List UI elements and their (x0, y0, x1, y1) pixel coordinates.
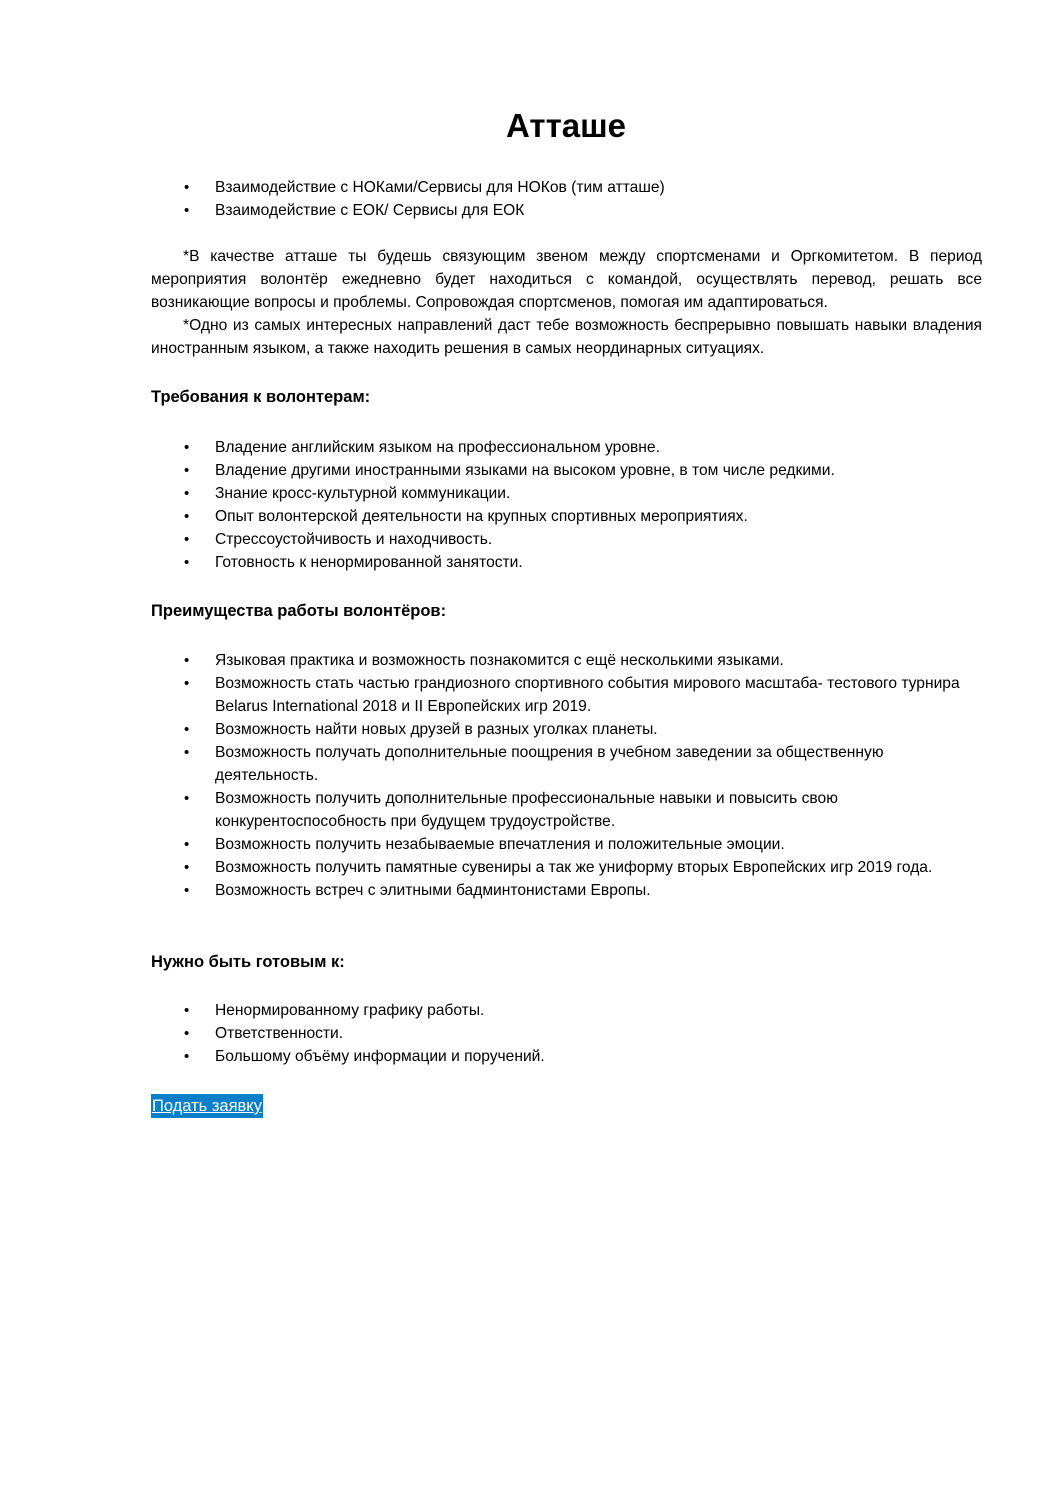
list-item: • Возможность получить незабываемые впечатления и положительные эмоции. (151, 833, 986, 856)
list-item: • Ответственности. (151, 1022, 986, 1045)
list-item: • Взаимодействие с ЕОК/ Сервисы для ЕОК (151, 199, 986, 222)
list-item: • Возможность получить памятные сувениры а так же униформу вторых Европейских игр 2019 года. (151, 856, 986, 879)
list-item: • Языковая практика и возможность познакомится с ещё несколькими языками. (151, 649, 986, 672)
list-item: • Стрессоустойчивость и находчивость. (151, 528, 986, 551)
list-item: • Владение другими иностранными языками на высоком уровне, в том числе редкими. (151, 459, 986, 482)
requirements-heading: Требования к волонтерам: (151, 388, 371, 406)
list-item: • Возможность получать дополнительные поощрения в учебном заведении за общественную деятельность. (151, 741, 986, 787)
requirements-list (151, 436, 986, 574)
readiness-heading: Нужно быть готовым к: (151, 953, 345, 971)
page-title: Атташе (506, 107, 626, 144)
list-item: • Возможность получить дополнительные профессиональные навыки и повысить свою конкурентоспособность при будущем трудоустройстве. (151, 787, 986, 833)
list-item: • Знание кросс-культурной коммуникации. (151, 482, 986, 505)
list-item: • Готовность к ненормированной занятости. (151, 551, 986, 574)
intro-paragraph-1: *В качестве атташе ты будешь связующим звеном между спортсменами и Оргкомитетом. В период мероприятия волонтёр ежедневно будет находиться с командой, осуществлять перевод, решать все возникающие вопросы и проблемы. Сопровождая спортсменов, помогая им адаптироваться. (151, 248, 982, 311)
list-item: • Владение английским языком на профессиональном уровне. (151, 436, 986, 459)
list-item: • Большому объёму информации и поручений. (151, 1045, 986, 1068)
list-item: • Возможность встреч с элитными бадминтонистами Европы. (151, 879, 986, 902)
readiness-list (151, 999, 986, 1068)
intro-paragraph-2: *Одно из самых интересных направлений даст тебе возможность беспрерывно повышать навыки владения иностранным языком, а также находить решения в самых неординарных ситуациях. (151, 317, 982, 357)
list-item: • Опыт волонтерской деятельности на крупных спортивных мероприятиях. (151, 505, 986, 528)
list-item: • Возможность найти новых друзей в разных уголках планеты. (151, 718, 986, 741)
apply-link[interactable]: Подать заявку (151, 1094, 263, 1118)
list-item: • Возможность стать частью грандиозного спортивного события мирового масштаба- тестового турнира Belarus International 2018 и II Европейских игр 2019. (151, 672, 986, 718)
list-item: • Взаимодействие с НОКами/Сервисы для НОКов (тим атташе) (151, 176, 986, 199)
list-item: • Ненормированному графику работы. (151, 999, 986, 1022)
benefits-list (151, 649, 986, 902)
roles-list (151, 176, 986, 222)
benefits-heading: Преимущества работы волонтёров: (151, 602, 447, 620)
